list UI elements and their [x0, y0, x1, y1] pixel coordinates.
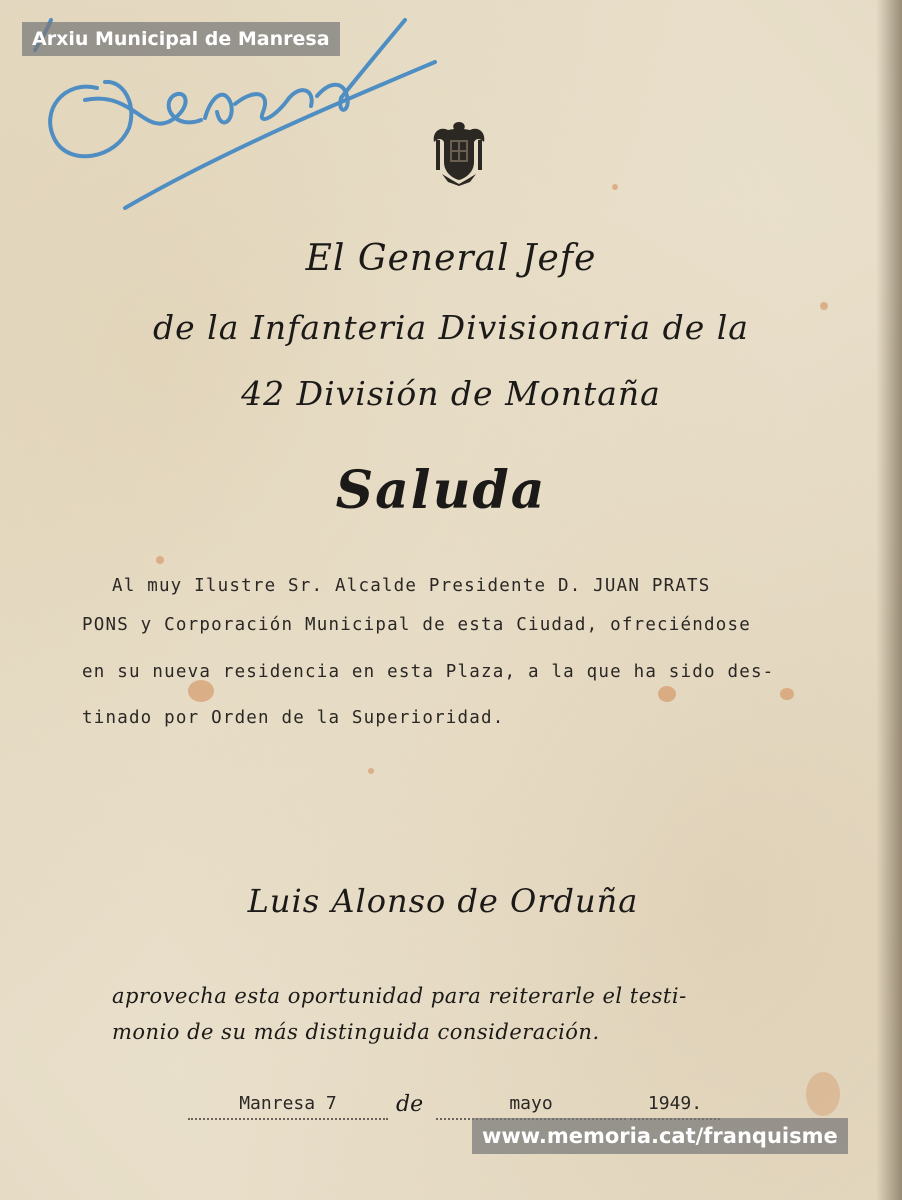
closing-line: monio de su más distinguida consideración. [112, 1020, 600, 1044]
date-month: mayo [436, 1090, 626, 1120]
body-line: Al muy Ilustre Sr. Alcalde Presidente D. JUAN PRATS [112, 576, 711, 596]
stain-spot [368, 768, 374, 774]
date-place-day: Manresa 7 [188, 1090, 388, 1120]
stain-spot [188, 680, 214, 702]
stain-spot [780, 688, 794, 700]
stain-spot [156, 556, 164, 564]
letterhead-unit: de la Infanteria Divisionaria de la [153, 308, 749, 347]
body-line: en su nueva residencia en esta Plaza, a la que ha sido des- [82, 662, 775, 682]
date-connector: de [396, 1092, 424, 1117]
signer-name: Luis Alonso de Orduña [247, 882, 639, 920]
body-line: PONS y Corporación Municipal de esta Ciudad, ofreciéndose [82, 615, 751, 635]
page-edge-shadow [876, 0, 902, 1200]
body-line: tinado por Orden de la Superioridad. [82, 708, 505, 728]
archive-watermark: Arxiu Municipal de Manresa [22, 22, 340, 56]
coat-of-arms-emblem [430, 116, 488, 186]
stain-spot [806, 1072, 840, 1116]
stain-spot [658, 686, 676, 702]
greeting-heading: Saluda [335, 460, 547, 521]
stain-spot [612, 184, 618, 190]
letterhead-division: 42 División de Montaña [241, 374, 661, 413]
website-watermark: www.memoria.cat/franquisme [472, 1118, 848, 1154]
closing-line: aprovecha esta oportunidad para reiterarle el testi- [112, 984, 687, 1008]
date-year: 1949. [630, 1090, 720, 1120]
letterhead-title: El General Jefe [305, 238, 597, 279]
